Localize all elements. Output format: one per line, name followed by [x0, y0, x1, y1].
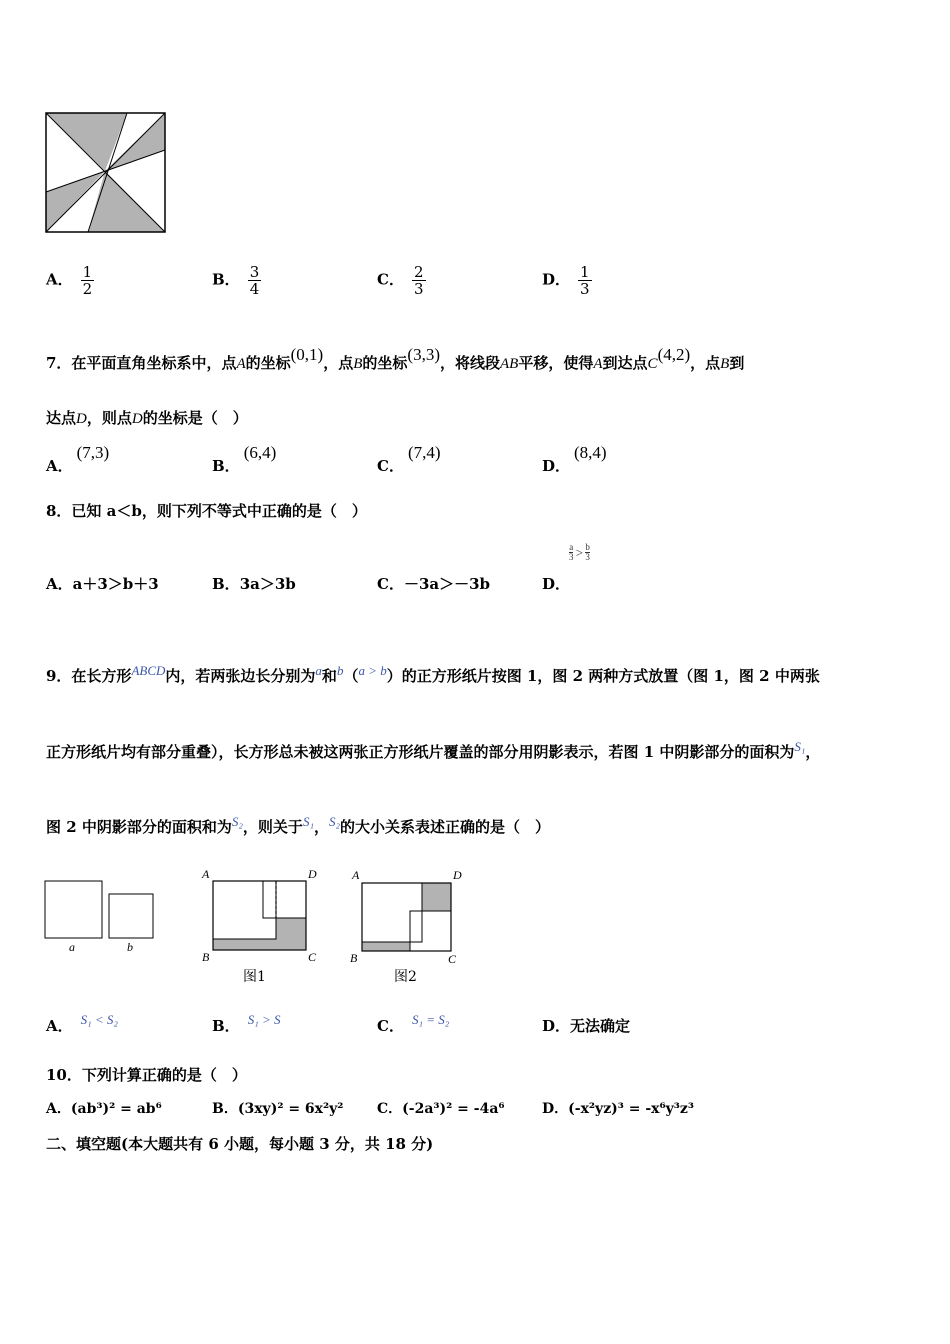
q6-option-d[interactable] — [542, 264, 592, 297]
option-letter: B． — [212, 270, 240, 289]
q10-stem: 10．下列计算正确的是（ ） — [46, 1066, 247, 1084]
fraction: $\frac{1}{2}$ — [82, 263, 93, 298]
q7-option-c[interactable]: C．(7,4) — [377, 443, 441, 475]
option-letter: D． — [542, 270, 571, 289]
svg-text:B: B — [350, 951, 358, 965]
fraction: $\frac{3}{4}$ — [249, 263, 260, 298]
svg-text:D: D — [308, 867, 317, 881]
q6-option-b[interactable] — [212, 264, 261, 297]
q7-stem-line1: 7．在平面直角坐标系中，点A的坐标(0,1)，点B的坐标(3,3)，将线段AB平移，使得A到达点C(4,2)，点B到 — [46, 345, 745, 372]
fig2-shaded-top — [422, 883, 451, 911]
square-a — [45, 881, 102, 938]
q7-option-b[interactable]: B．(6,4) — [212, 443, 277, 475]
figure-2-caption: 图2 — [394, 969, 417, 985]
q10-option-d[interactable]: D．(-x²yz)³ = -x⁶y³z³ — [542, 1101, 695, 1117]
svg-text:A: A — [352, 868, 360, 882]
figure-2 — [350, 868, 462, 966]
figure-1 — [201, 867, 317, 964]
q6-option-c[interactable] — [377, 264, 426, 297]
figure-1-caption: 图1 — [243, 969, 266, 985]
svg-text:B: B — [202, 950, 210, 964]
label-a: a — [69, 940, 75, 954]
q9-option-c[interactable]: C． S₁ = S₂ — [377, 1012, 450, 1035]
q10-option-b[interactable]: B．(3xy)² = 6x²y² — [212, 1101, 344, 1117]
shaded-region-bottom — [88, 171, 165, 232]
q10-option-a[interactable]: A．(ab³)² = ab⁶ — [46, 1101, 162, 1117]
q9-option-a[interactable]: A． S₁ < S₂ — [46, 1012, 118, 1035]
q8-stem: 8．已知 a＜b，则下列不等式中正确的是（ ） — [46, 502, 367, 520]
option-letter: A． — [46, 270, 73, 289]
q8-option-d[interactable]: D． — [542, 575, 571, 593]
q8-option-c[interactable]: C．－3a＞－3b — [377, 575, 491, 593]
svg-text:A: A — [202, 867, 210, 881]
q10-option-c[interactable]: C．(-2a³)² = -4a⁶ — [377, 1101, 505, 1117]
q9-option-b[interactable]: B． S₁ > S — [212, 1012, 281, 1035]
q7-stem-line2: 达点D，则点D的坐标是（ ） — [46, 409, 248, 427]
fig1-shaded — [213, 918, 306, 950]
svg-text:C: C — [308, 950, 317, 964]
q9-stem-line1: 9．在长方形ABCD内，若两张边长分别为a和b（a > b）的正方形纸片按图 1，图 2 两种方式放置（图 1，图 2 中两张 — [46, 663, 820, 685]
square-b — [109, 894, 153, 938]
q8-option-d-formula: $\frac{a}{3}$ > $\frac{b}{3}$ — [569, 542, 590, 562]
fig2-shaded-bottom — [362, 942, 410, 951]
q7-option-d[interactable]: D．(8,4) — [542, 443, 607, 475]
q6-option-a[interactable] — [46, 264, 94, 297]
q8-option-b[interactable]: B．3a＞3b — [212, 575, 296, 593]
svg-text:C: C — [448, 952, 457, 966]
q9-stem-line3: 图 2 中阴影部分的面积和为S₂，则关于S₁，S₂的大小关系表述正确的是（ ） — [46, 814, 551, 836]
fraction: $\frac{1}{3}$ — [580, 263, 590, 298]
section-2-title: 二、填空题(本大题共有 6 小题，每小题 3 分，共 18 分) — [46, 1135, 434, 1153]
q6-pinwheel-figure — [45, 112, 167, 234]
q9-stem-line2: 正方形纸片均有部分重叠），长方形总未被这两张正方形纸片覆盖的部分用阴影表示，若图 1 中阴影部分的面积为S₁， — [46, 739, 821, 761]
option-letter: C． — [377, 270, 404, 289]
q7-option-a[interactable]: A．(7,3) — [46, 443, 110, 475]
svg-text:D: D — [453, 868, 462, 882]
q8-option-a[interactable]: A．a＋3＞b＋3 — [46, 575, 159, 593]
q9-option-d[interactable]: D．无法确定 — [542, 1017, 631, 1035]
label-b: b — [127, 940, 133, 954]
fraction: $\frac{2}{3}$ — [413, 263, 424, 298]
